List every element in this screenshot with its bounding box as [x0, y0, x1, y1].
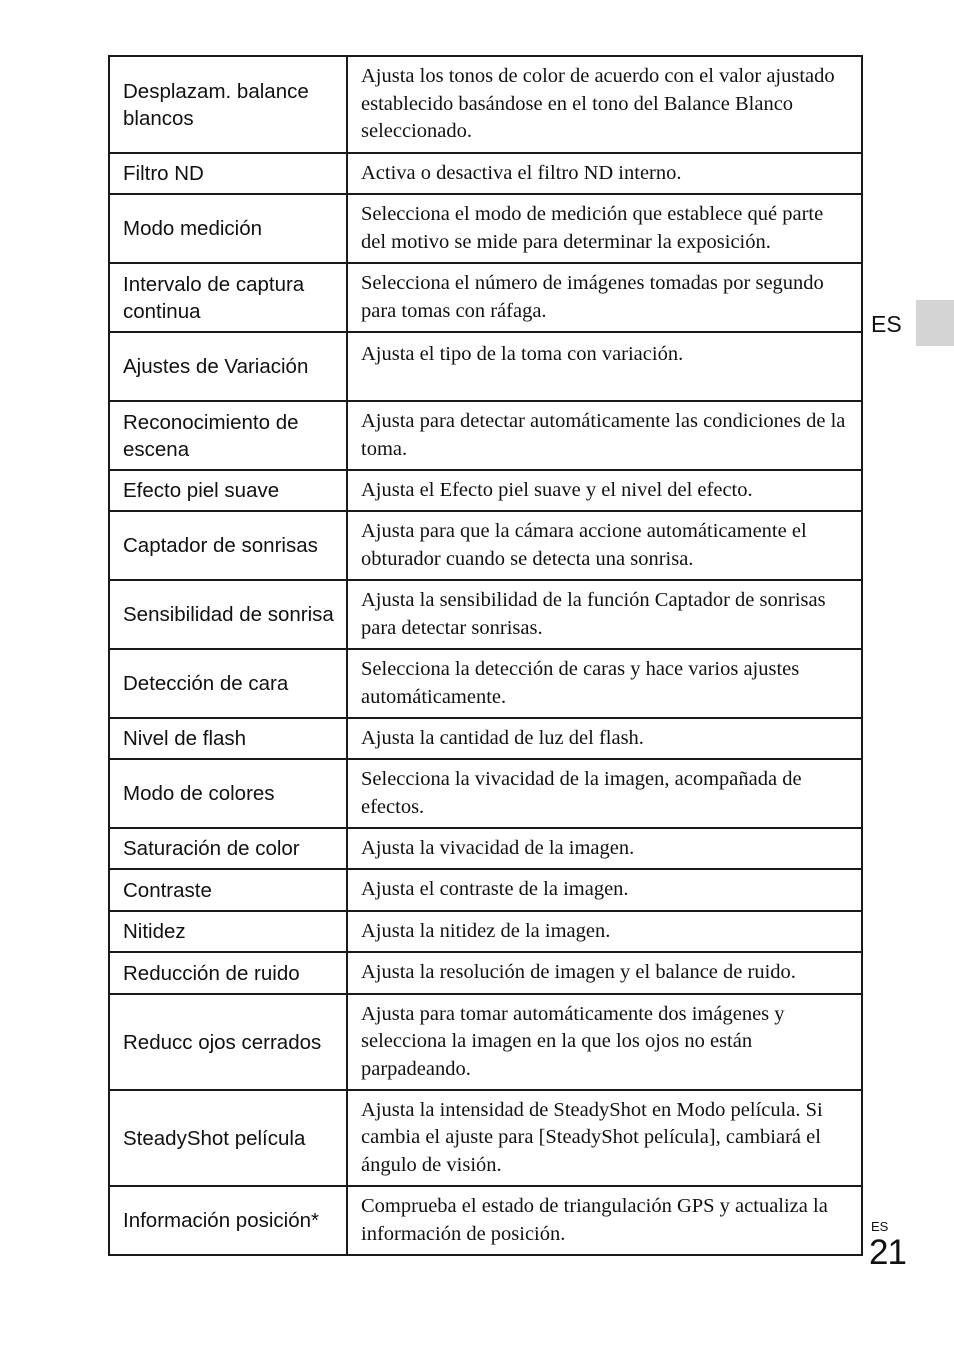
setting-description: Selecciona la detección de caras y hace varios ajustes automáticamente.: [347, 649, 862, 718]
setting-name: Detección de cara: [109, 649, 347, 718]
setting-description: Selecciona el modo de medición que establece qué parte del motivo se mide para determinar la exposición.: [347, 194, 862, 263]
setting-description: Ajusta el tipo de la toma con variación.: [347, 332, 862, 401]
setting-name: Reducción de ruido: [109, 952, 347, 994]
setting-description: Selecciona la vivacidad de la imagen, acompañada de efectos.: [347, 759, 862, 828]
page-number: 21: [869, 1233, 906, 1272]
setting-description: Ajusta la vivacidad de la imagen.: [347, 828, 862, 869]
table-row: [109, 153, 862, 194]
setting-description: Ajusta el Efecto piel suave y el nivel del efecto.: [347, 470, 862, 511]
table-row: [109, 56, 862, 153]
setting-name: Nitidez: [109, 911, 347, 952]
setting-name: Modo de colores: [109, 759, 347, 828]
setting-name: Captador de sonrisas: [109, 511, 347, 580]
setting-name: Contraste: [109, 869, 347, 911]
table-row: [109, 759, 862, 828]
setting-description: Ajusta para detectar automáticamente las condiciones de la toma.: [347, 401, 862, 470]
settings-table: [108, 55, 863, 1256]
table-row: [109, 649, 862, 718]
table-row: [109, 470, 862, 511]
page-language-code: ES: [871, 1219, 889, 1234]
setting-description: Ajusta los tonos de color de acuerdo con el valor ajustado establecido basándose en el tono del Balance Blanco seleccionado.: [347, 56, 862, 153]
setting-name: Filtro ND: [109, 153, 347, 194]
table-row: [109, 332, 862, 401]
table-row: [109, 828, 862, 869]
table-row: [109, 994, 862, 1090]
table-row: [109, 511, 862, 580]
table-row: [109, 1186, 862, 1255]
setting-description: Activa o desactiva el filtro ND interno.: [347, 153, 862, 194]
setting-name: Ajustes de Variación: [109, 332, 347, 401]
table-row: [109, 911, 862, 952]
table-row: [109, 869, 862, 911]
setting-name: Nivel de flash: [109, 718, 347, 759]
setting-description: Ajusta la nitidez de la imagen.: [347, 911, 862, 952]
setting-name: Saturación de color: [109, 828, 347, 869]
setting-name: Desplazam. balance blancos: [109, 56, 347, 153]
setting-description: Selecciona el número de imágenes tomadas por segundo para tomas con ráfaga.: [347, 263, 862, 332]
table-row: [109, 718, 862, 759]
setting-name: Reconocimiento de escena: [109, 401, 347, 470]
language-label: ES: [871, 311, 902, 337]
setting-description: Ajusta el contraste de la imagen.: [347, 869, 862, 911]
setting-name: Modo medición: [109, 194, 347, 263]
language-tab: [916, 300, 954, 346]
setting-name: Sensibilidad de sonrisa: [109, 580, 347, 649]
table-row: [109, 401, 862, 470]
setting-description: Ajusta la cantidad de luz del flash.: [347, 718, 862, 759]
table-row: [109, 1090, 862, 1186]
table-row: [109, 952, 862, 994]
setting-description: Ajusta para que la cámara accione automáticamente el obturador cuando se detecta una sonrisa.: [347, 511, 862, 580]
setting-description: Ajusta la intensidad de SteadyShot en Modo película. Si cambia el ajuste para [SteadyShot película], cambiará el ángulo de visión.: [347, 1090, 862, 1186]
setting-name: Reducc ojos cerrados: [109, 994, 347, 1090]
table-row: [109, 194, 862, 263]
setting-name: Efecto piel suave: [109, 470, 347, 511]
setting-name: Información posición*: [109, 1186, 347, 1255]
setting-name: Intervalo de captura continua: [109, 263, 347, 332]
table-row: [109, 580, 862, 649]
setting-description: Ajusta la resolución de imagen y el balance de ruido.: [347, 952, 862, 994]
table-row: [109, 263, 862, 332]
setting-description: Ajusta para tomar automáticamente dos imágenes y selecciona la imagen en la que los ojos no están parpadeando.: [347, 994, 862, 1090]
setting-name: SteadyShot película: [109, 1090, 347, 1186]
setting-description: Comprueba el estado de triangulación GPS y actualiza la información de posición.: [347, 1186, 862, 1255]
setting-description: Ajusta la sensibilidad de la función Captador de sonrisas para detectar sonrisas.: [347, 580, 862, 649]
